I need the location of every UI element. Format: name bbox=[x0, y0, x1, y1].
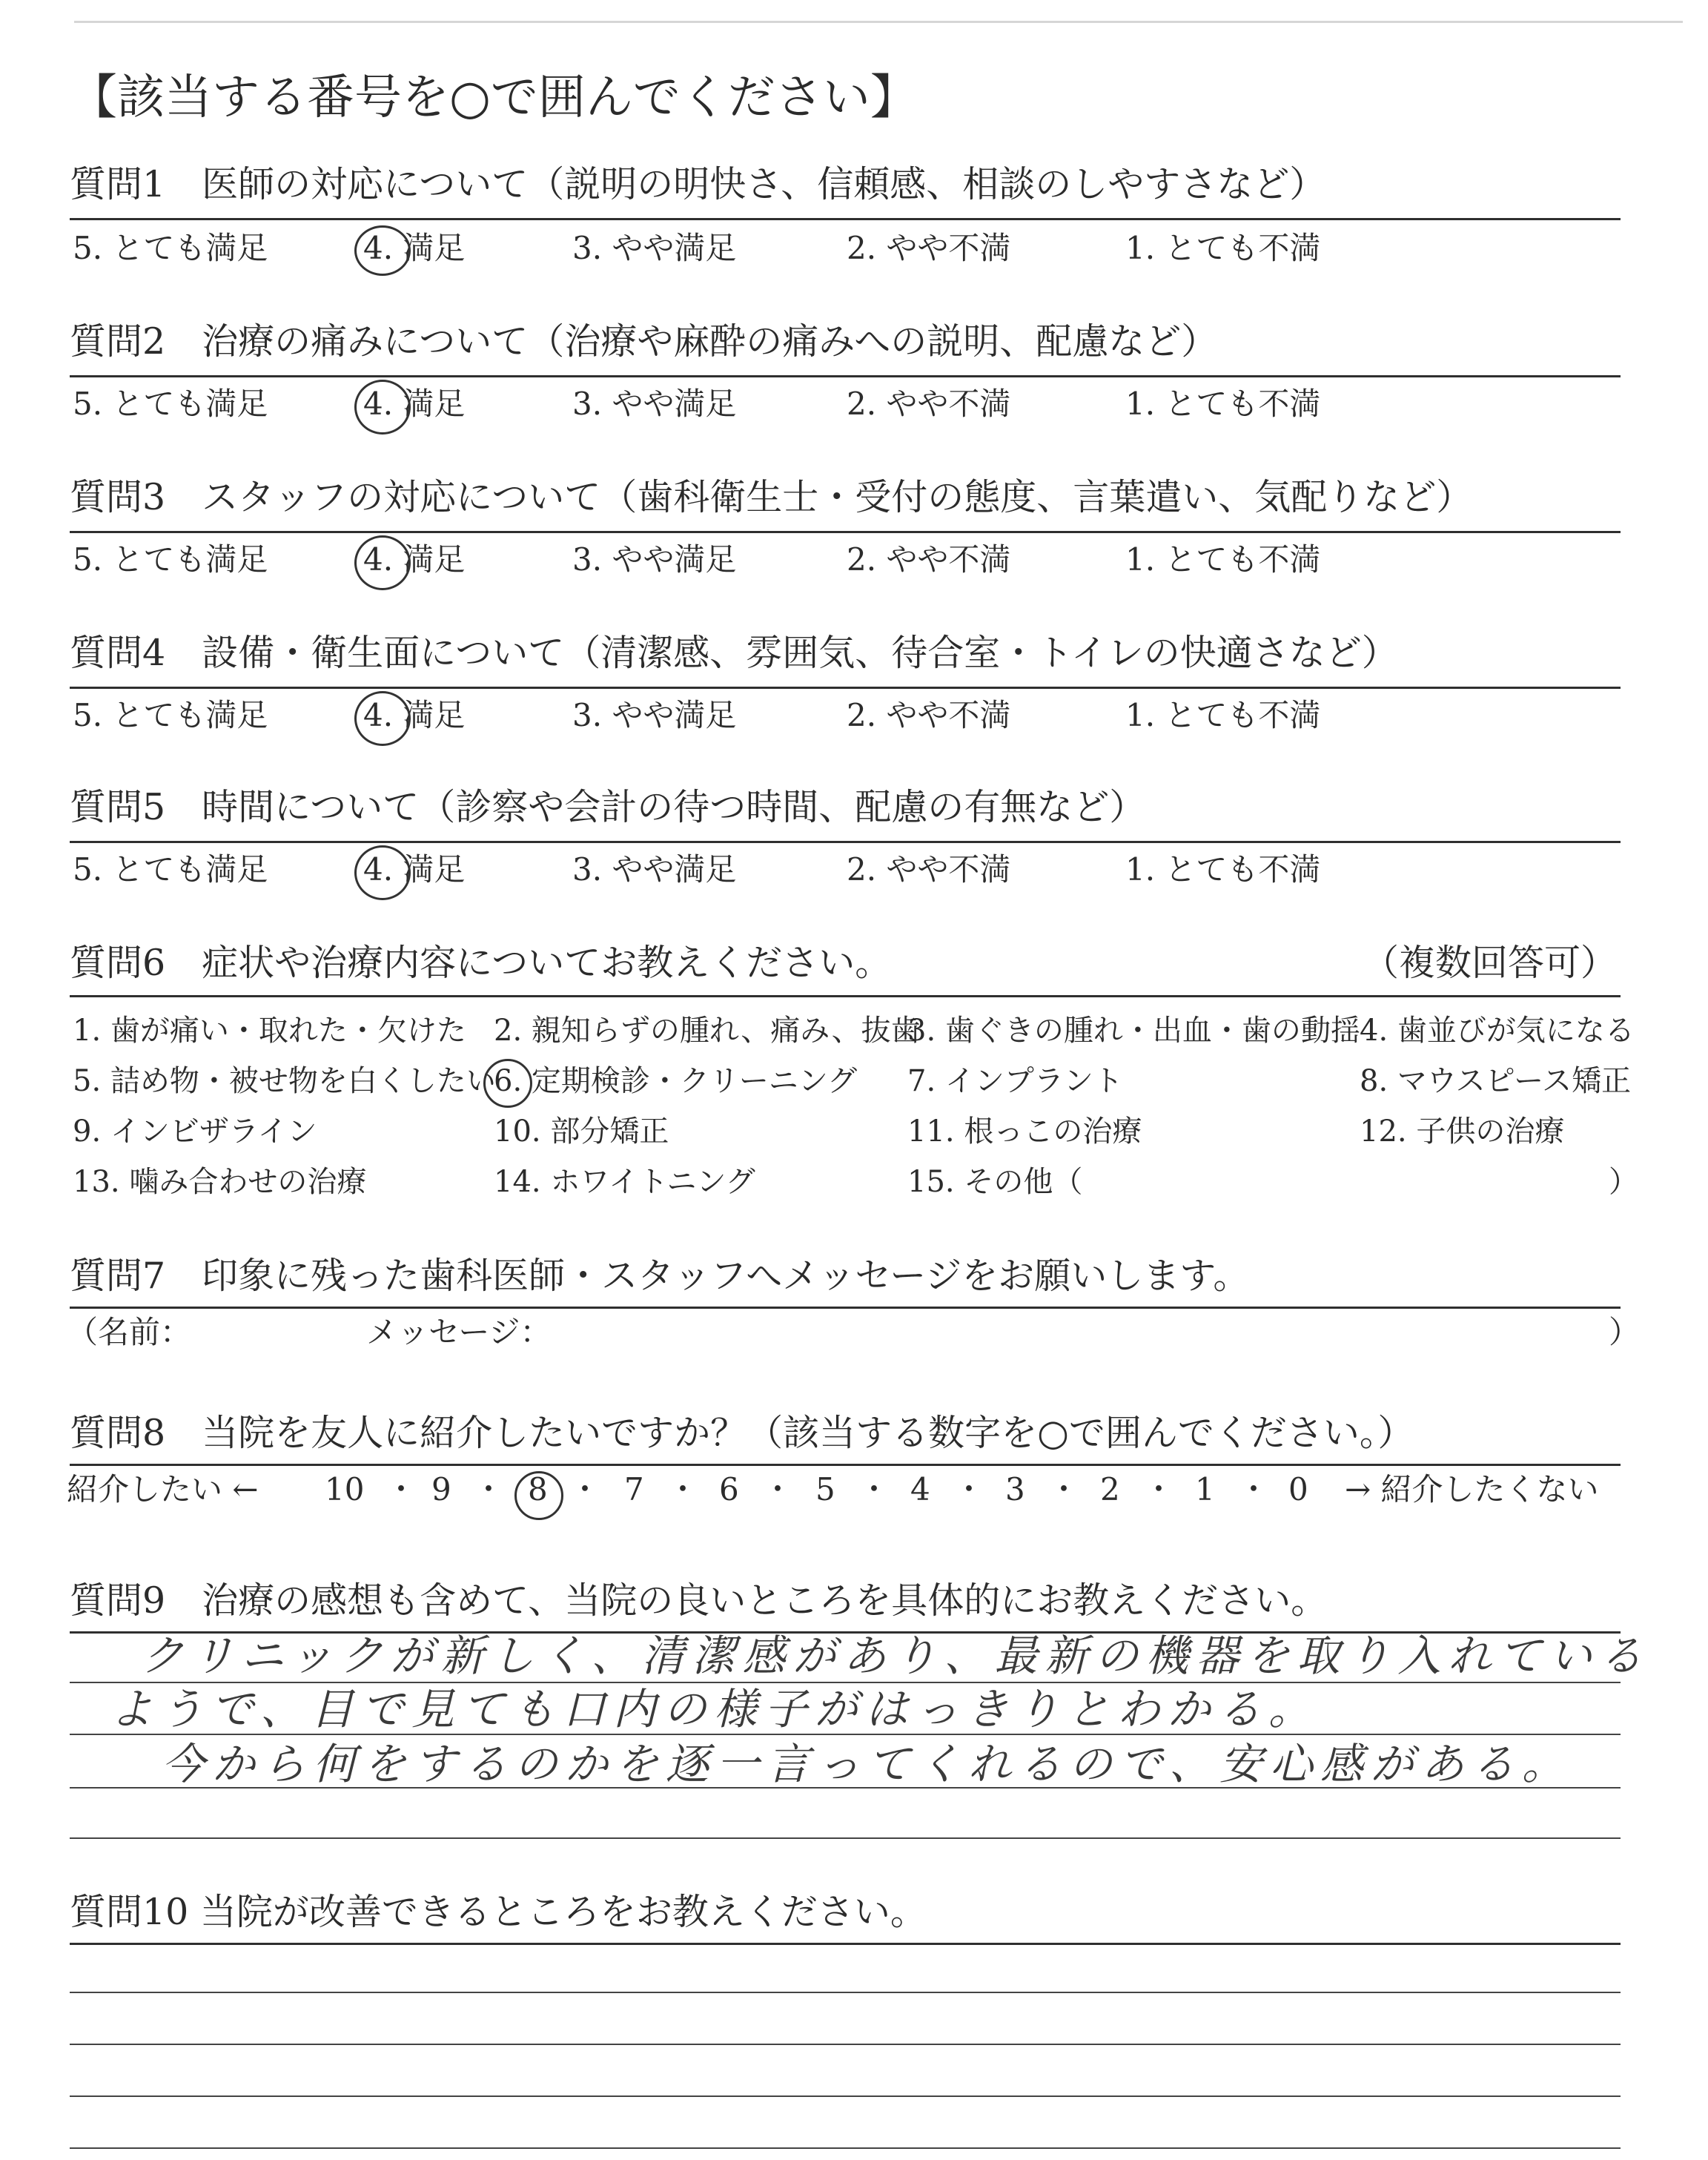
q6-item-15[interactable]: 15. その他（ bbox=[907, 1165, 1083, 1199]
q4-option-5[interactable]: 5. とても満足 bbox=[73, 697, 268, 733]
q4-option-1[interactable]: 1. とても不満 bbox=[1125, 697, 1321, 733]
q2-rule bbox=[70, 375, 1621, 377]
q1-rule bbox=[70, 218, 1621, 220]
q8-right-label: → 紹介したくない bbox=[1345, 1471, 1599, 1507]
q1-option-4[interactable]: 4. 満足 bbox=[363, 230, 466, 266]
q1-option-3[interactable]: 3. やや満足 bbox=[572, 230, 737, 266]
q6-item-10[interactable]: 10. 部分矯正 bbox=[494, 1114, 669, 1149]
q6-item-12[interactable]: 12. 子供の治療 bbox=[1360, 1114, 1565, 1149]
q2-selection-circle bbox=[354, 380, 411, 435]
q8-scale-0[interactable]: 0 bbox=[1288, 1471, 1308, 1507]
q9-title: 質問9 治療の感想も含めて、当院の良いところを具体的にお教えください。 bbox=[70, 1579, 1328, 1622]
q4-option-4[interactable]: 4. 満足 bbox=[363, 697, 466, 733]
q3-option-2[interactable]: 2. やや不満 bbox=[847, 541, 1011, 578]
q5-option-2[interactable]: 2. やや不満 bbox=[847, 851, 1011, 888]
q6-item-8[interactable]: 8. マウスピース矯正 bbox=[1360, 1064, 1632, 1098]
q8-scale-5[interactable]: 5 bbox=[815, 1471, 835, 1507]
q7-title: 質問7 印象に残った歯科医師・スタッフへメッセージをお願いします。 bbox=[70, 1255, 1250, 1297]
q8-scale-6[interactable]: 6 bbox=[719, 1471, 739, 1507]
q5-rule bbox=[70, 841, 1621, 843]
q6-title: 質問6 症状や治療内容についてお教えください。 bbox=[70, 942, 892, 984]
q6-item-4[interactable]: 4. 歯並びが気になる bbox=[1360, 1014, 1635, 1048]
q6-item-14[interactable]: 14. ホワイトニング bbox=[494, 1165, 755, 1199]
q10-rule bbox=[70, 1943, 1621, 1945]
q9-writing-line bbox=[70, 1787, 1621, 1789]
q5-option-4[interactable]: 4. 満足 bbox=[363, 851, 466, 888]
q6-item-9[interactable]: 9. インビザライン bbox=[73, 1114, 317, 1149]
q10-writing-line bbox=[70, 1992, 1621, 1993]
q6-note: （複数回答可） bbox=[1363, 942, 1618, 984]
form-header: 【該当する番号を○で囲んでください】 bbox=[70, 70, 918, 125]
q8-scale-3[interactable]: 3 bbox=[1005, 1471, 1025, 1507]
q7-rule bbox=[70, 1307, 1621, 1309]
q6-item-13[interactable]: 13. 噛み合わせの治療 bbox=[73, 1165, 367, 1199]
q8-dot: ・ bbox=[473, 1471, 505, 1507]
q7-name-label: （名前： bbox=[67, 1314, 192, 1350]
q2-option-4[interactable]: 4. 満足 bbox=[363, 386, 466, 422]
q6-item-2[interactable]: 2. 親知らずの腫れ、痛み、抜歯 bbox=[494, 1014, 921, 1048]
q6-rule bbox=[70, 995, 1621, 997]
q9-writing-line bbox=[70, 1682, 1621, 1683]
q8-dot: ・ bbox=[1048, 1471, 1080, 1507]
q8-scale-9[interactable]: 9 bbox=[431, 1471, 451, 1507]
q8-dot: ・ bbox=[667, 1471, 699, 1507]
q7-close: ） bbox=[1609, 1314, 1641, 1350]
q6-item-1[interactable]: 1. 歯が痛い・取れた・欠けた bbox=[73, 1014, 466, 1048]
q8-scale-8[interactable]: 8 bbox=[528, 1471, 548, 1507]
q8-dot: ・ bbox=[569, 1471, 601, 1507]
q9-answer-line-1: クリニックが新しく、清潔感があり、最新の機器を取り入れている bbox=[141, 1631, 1650, 1681]
q8-rule bbox=[70, 1464, 1621, 1466]
q3-selection-circle bbox=[354, 535, 411, 590]
q2-option-1[interactable]: 1. とても不満 bbox=[1125, 386, 1321, 422]
q8-scale-10[interactable]: 10 bbox=[325, 1471, 365, 1507]
q7-message-label: メッセージ： bbox=[366, 1314, 552, 1350]
q8-selection-circle bbox=[514, 1471, 563, 1520]
q8-scale-4[interactable]: 4 bbox=[910, 1471, 930, 1507]
q6-other-close: ） bbox=[1609, 1165, 1638, 1199]
q9-writing-line bbox=[70, 1837, 1621, 1839]
q6-item-3[interactable]: 3. 歯ぐきの腫れ・出血・歯の動揺 bbox=[907, 1014, 1360, 1048]
q8-dot: ・ bbox=[953, 1471, 985, 1507]
q8-dot: ・ bbox=[762, 1471, 794, 1507]
q8-left-label: 紹介したい ← bbox=[67, 1471, 259, 1507]
q6-item-6[interactable]: 6. 定期検診・クリーニング bbox=[494, 1064, 858, 1098]
q4-rule bbox=[70, 687, 1621, 689]
q2-option-3[interactable]: 3. やや満足 bbox=[572, 386, 737, 422]
q5-option-5[interactable]: 5. とても満足 bbox=[73, 851, 268, 888]
q8-dot: ・ bbox=[858, 1471, 890, 1507]
q3-option-1[interactable]: 1. とても不満 bbox=[1125, 541, 1321, 578]
q3-rule bbox=[70, 531, 1621, 533]
q2-title: 質問2 治療の痛みについて（治療や麻酔の痛みへの説明、配慮など） bbox=[70, 320, 1218, 363]
q6-item-11[interactable]: 11. 根っこの治療 bbox=[907, 1114, 1142, 1149]
q1-selection-circle bbox=[354, 225, 411, 276]
q4-selection-circle bbox=[354, 691, 411, 746]
q8-scale-1[interactable]: 1 bbox=[1195, 1471, 1215, 1507]
q6-item-7[interactable]: 7. インプラント bbox=[907, 1064, 1123, 1098]
q4-option-2[interactable]: 2. やや不満 bbox=[847, 697, 1011, 733]
q8-dot: ・ bbox=[385, 1471, 417, 1507]
q8-scale-7[interactable]: 7 bbox=[624, 1471, 644, 1507]
q5-option-3[interactable]: 3. やや満足 bbox=[572, 851, 737, 888]
q10-title: 質問10 当院が改善できるところをお教えください。 bbox=[70, 1891, 927, 1933]
q2-option-5[interactable]: 5. とても満足 bbox=[73, 386, 268, 422]
q3-option-5[interactable]: 5. とても満足 bbox=[73, 541, 268, 578]
q5-title: 質問5 時間について（診察や会計の待つ時間、配慮の有無など） bbox=[70, 786, 1146, 828]
q8-dot: ・ bbox=[1238, 1471, 1270, 1507]
q5-option-1[interactable]: 1. とても不満 bbox=[1125, 851, 1321, 888]
q8-title: 質問8 当院を友人に紹介したいですか？（該当する数字を○で囲んでください。） bbox=[70, 1412, 1414, 1454]
q9-answer-line-3: 今から何をするのかを逐一言ってくれるので、安心感がある。 bbox=[162, 1739, 1572, 1789]
q3-option-4[interactable]: 4. 満足 bbox=[363, 541, 466, 578]
q1-option-2[interactable]: 2. やや不満 bbox=[847, 230, 1011, 266]
q10-writing-line bbox=[70, 2044, 1621, 2045]
q8-dot: ・ bbox=[1143, 1471, 1175, 1507]
q3-option-3[interactable]: 3. やや満足 bbox=[572, 541, 737, 578]
q1-option-1[interactable]: 1. とても不満 bbox=[1125, 230, 1321, 266]
q6-item-5[interactable]: 5. 詰め物・被せ物を白くしたい bbox=[73, 1064, 496, 1098]
q2-option-2[interactable]: 2. やや不満 bbox=[847, 386, 1011, 422]
q10-writing-line bbox=[70, 2147, 1621, 2149]
q4-title: 質問4 設備・衛生面について（清潔感、雰囲気、待合室・トイレの快適さなど） bbox=[70, 632, 1398, 674]
q6-selection-circle bbox=[483, 1059, 532, 1108]
q8-scale-2[interactable]: 2 bbox=[1100, 1471, 1120, 1507]
q3-title: 質問3 スタッフの対応について（歯科衛生士・受付の態度、言葉遣い、気配りなど） bbox=[70, 476, 1473, 518]
q4-option-3[interactable]: 3. やや満足 bbox=[572, 697, 737, 733]
q1-option-5[interactable]: 5. とても満足 bbox=[73, 230, 268, 266]
q9-writing-line bbox=[70, 1734, 1621, 1735]
q5-selection-circle bbox=[354, 845, 411, 900]
q9-answer-line-2: ようで、目で見ても口内の様子がはっきりとわかる。 bbox=[110, 1684, 1319, 1734]
q1-title: 質問1 医師の対応について（説明の明快さ、信頼感、相談のしやすさなど） bbox=[70, 163, 1326, 205]
q10-writing-line bbox=[70, 2095, 1621, 2097]
page-top-edge bbox=[74, 21, 1683, 23]
